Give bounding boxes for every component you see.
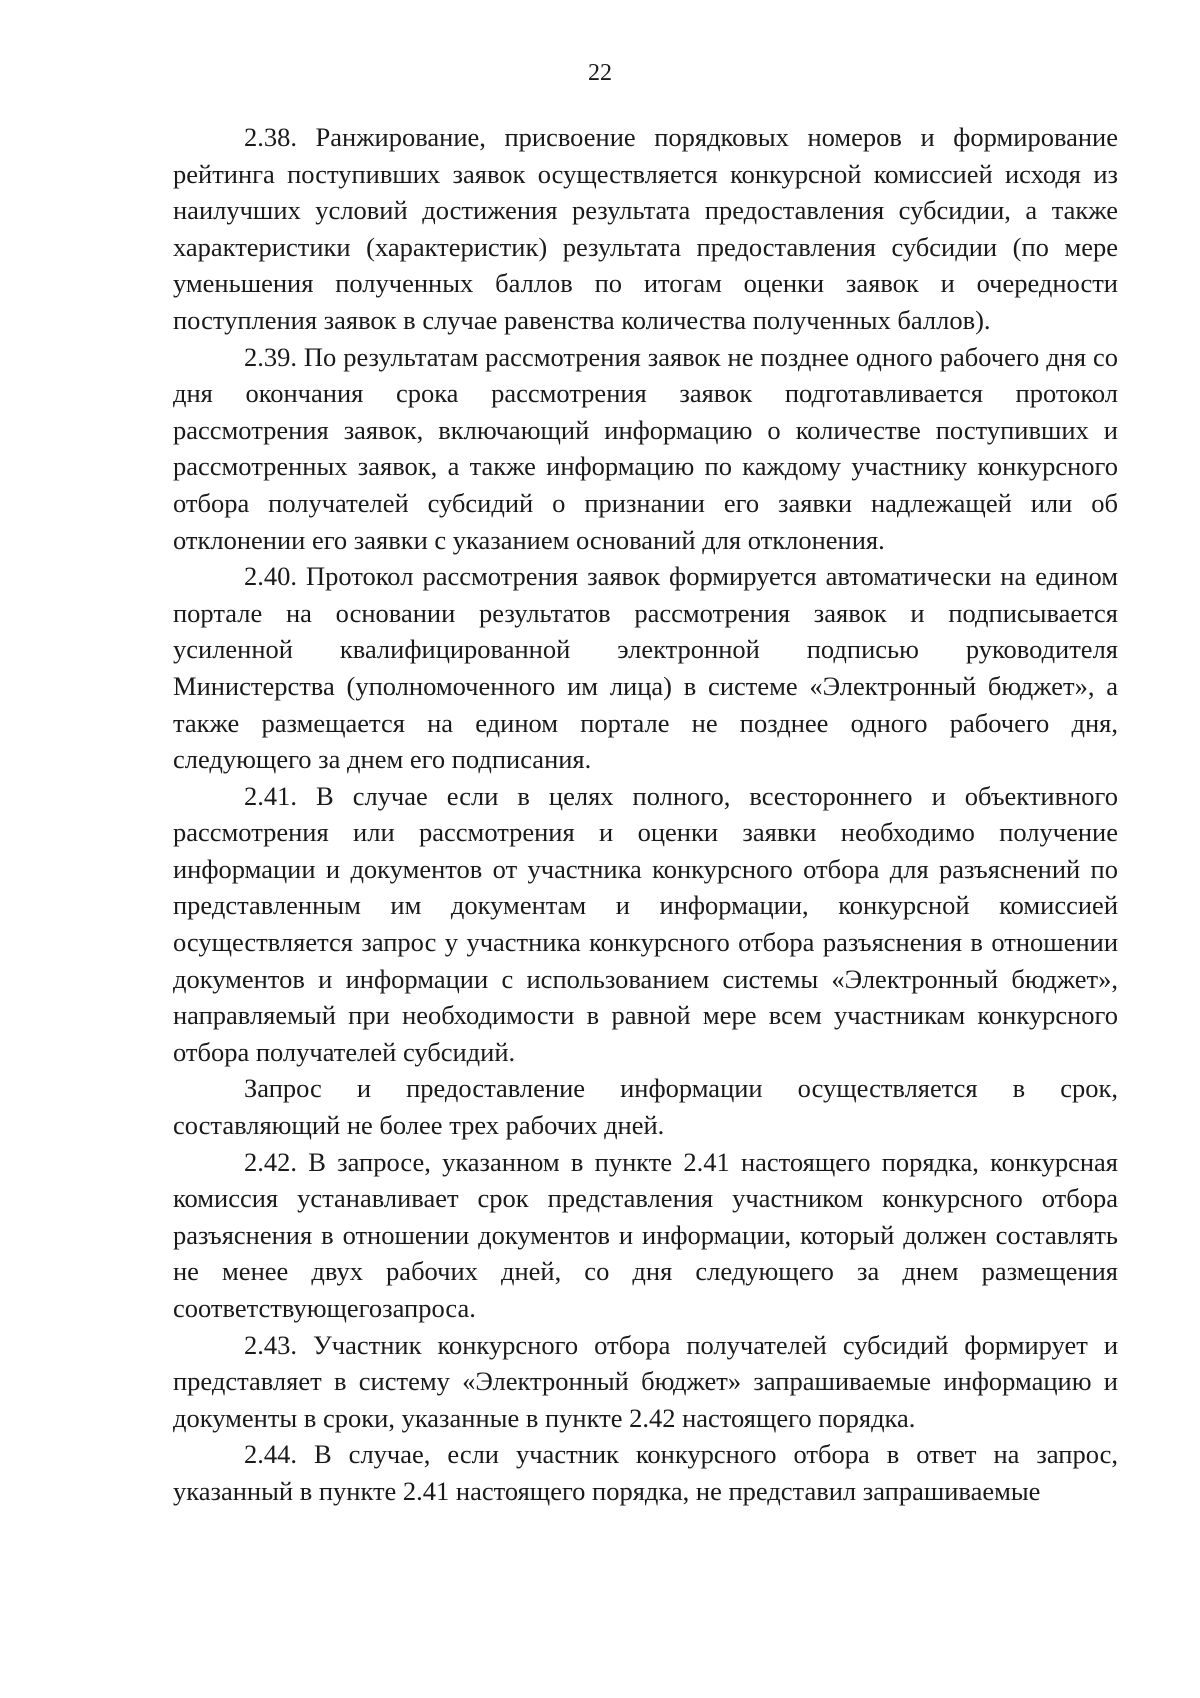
paragraph-2-43: 2.43. Участник конкурсного отбора получателей субсидий формирует и представляет в систему «Электронный бюджет» запрашиваемые информацию и документы в сроки, указанные в пункте 2.42 настоящего порядка.: [173, 1329, 1118, 1433]
paragraph-2-39: 2.39. По результатам рассмотрения заявок не позднее одного рабочего дня со дня окончания срока рассмотрения заявок подготавливается протокол рассмотрения заявок, включающий информацию о количестве поступивших и рассмотренных заявок, а также информацию по каждому участнику конкурсного отбора получателей субсидий о признании его заявки надлежащей или об отклонении его заявки с указанием оснований для отклонения.: [173, 341, 1118, 555]
paragraph-2-40: 2.40. Протокол рассмотрения заявок формируется автоматически на едином портале на основании результатов рассмотрения заявок и подписывается усиленной квалифицированной электронной подписью руководителя Министерства (уполномоченного им лица) в системе «Электронный бюджет», а также размещается на едином портале не позднее одного рабочего дня, следующего за днем его подписания.: [173, 561, 1118, 775]
paragraph-2-38: 2.38. Ранжирование, присвоение порядковых номеров и формирование рейтинга поступивших заявок осуществляется конкурсной комиссией исходя из наилучших условий достижения результата предоставления субсидии, а также характеристики (характеристик) результата предоставления субсидии (по мере уменьшения полученных баллов по итогам оценки заявок и очередности поступления заявок в случае равенства количества полученных баллов).: [173, 122, 1118, 335]
paragraph-2-41: 2.41. В случае если в целях полного, всестороннего и объективного рассмотрения или рассмотрения и оценки заявки необходимо получение информации и документов от участника конкурсного отбора для разъяснений по представленным им документам и информации, конкурсной комиссией осуществляется запрос у участника конкурсного отбора разъяснения в отношении документов и информации с использованием системы «Электронный бюджет», направляемый при необходимости в равной мере всем участникам конкурсного отбора получателей субсидий.: [173, 780, 1118, 1067]
document-body: [173, 119, 1118, 1510]
paragraph-request-term: Запрос и предоставление информации осуществляется в срок, составляющий не более трех рабочих дней.: [173, 1073, 1118, 1141]
paragraph-2-42: 2.42. В запросе, указанном в пункте 2.41 настоящего порядка, конкурсная комиссия устанавливает срок представления участником конкурсного отбора разъяснения в отношении документов и информации, который должен составлять не менее двух рабочих дней, со дня следующего за днем размещения соответствующегозапроса.: [173, 1146, 1118, 1323]
page-number: 22: [588, 60, 612, 86]
paragraph-2-44: 2.44. В случае, если участник конкурсного отбора в ответ на запрос, указанный в пункте 2.41 настоящего порядка, не представил запрашиваемые: [173, 1439, 1118, 1506]
